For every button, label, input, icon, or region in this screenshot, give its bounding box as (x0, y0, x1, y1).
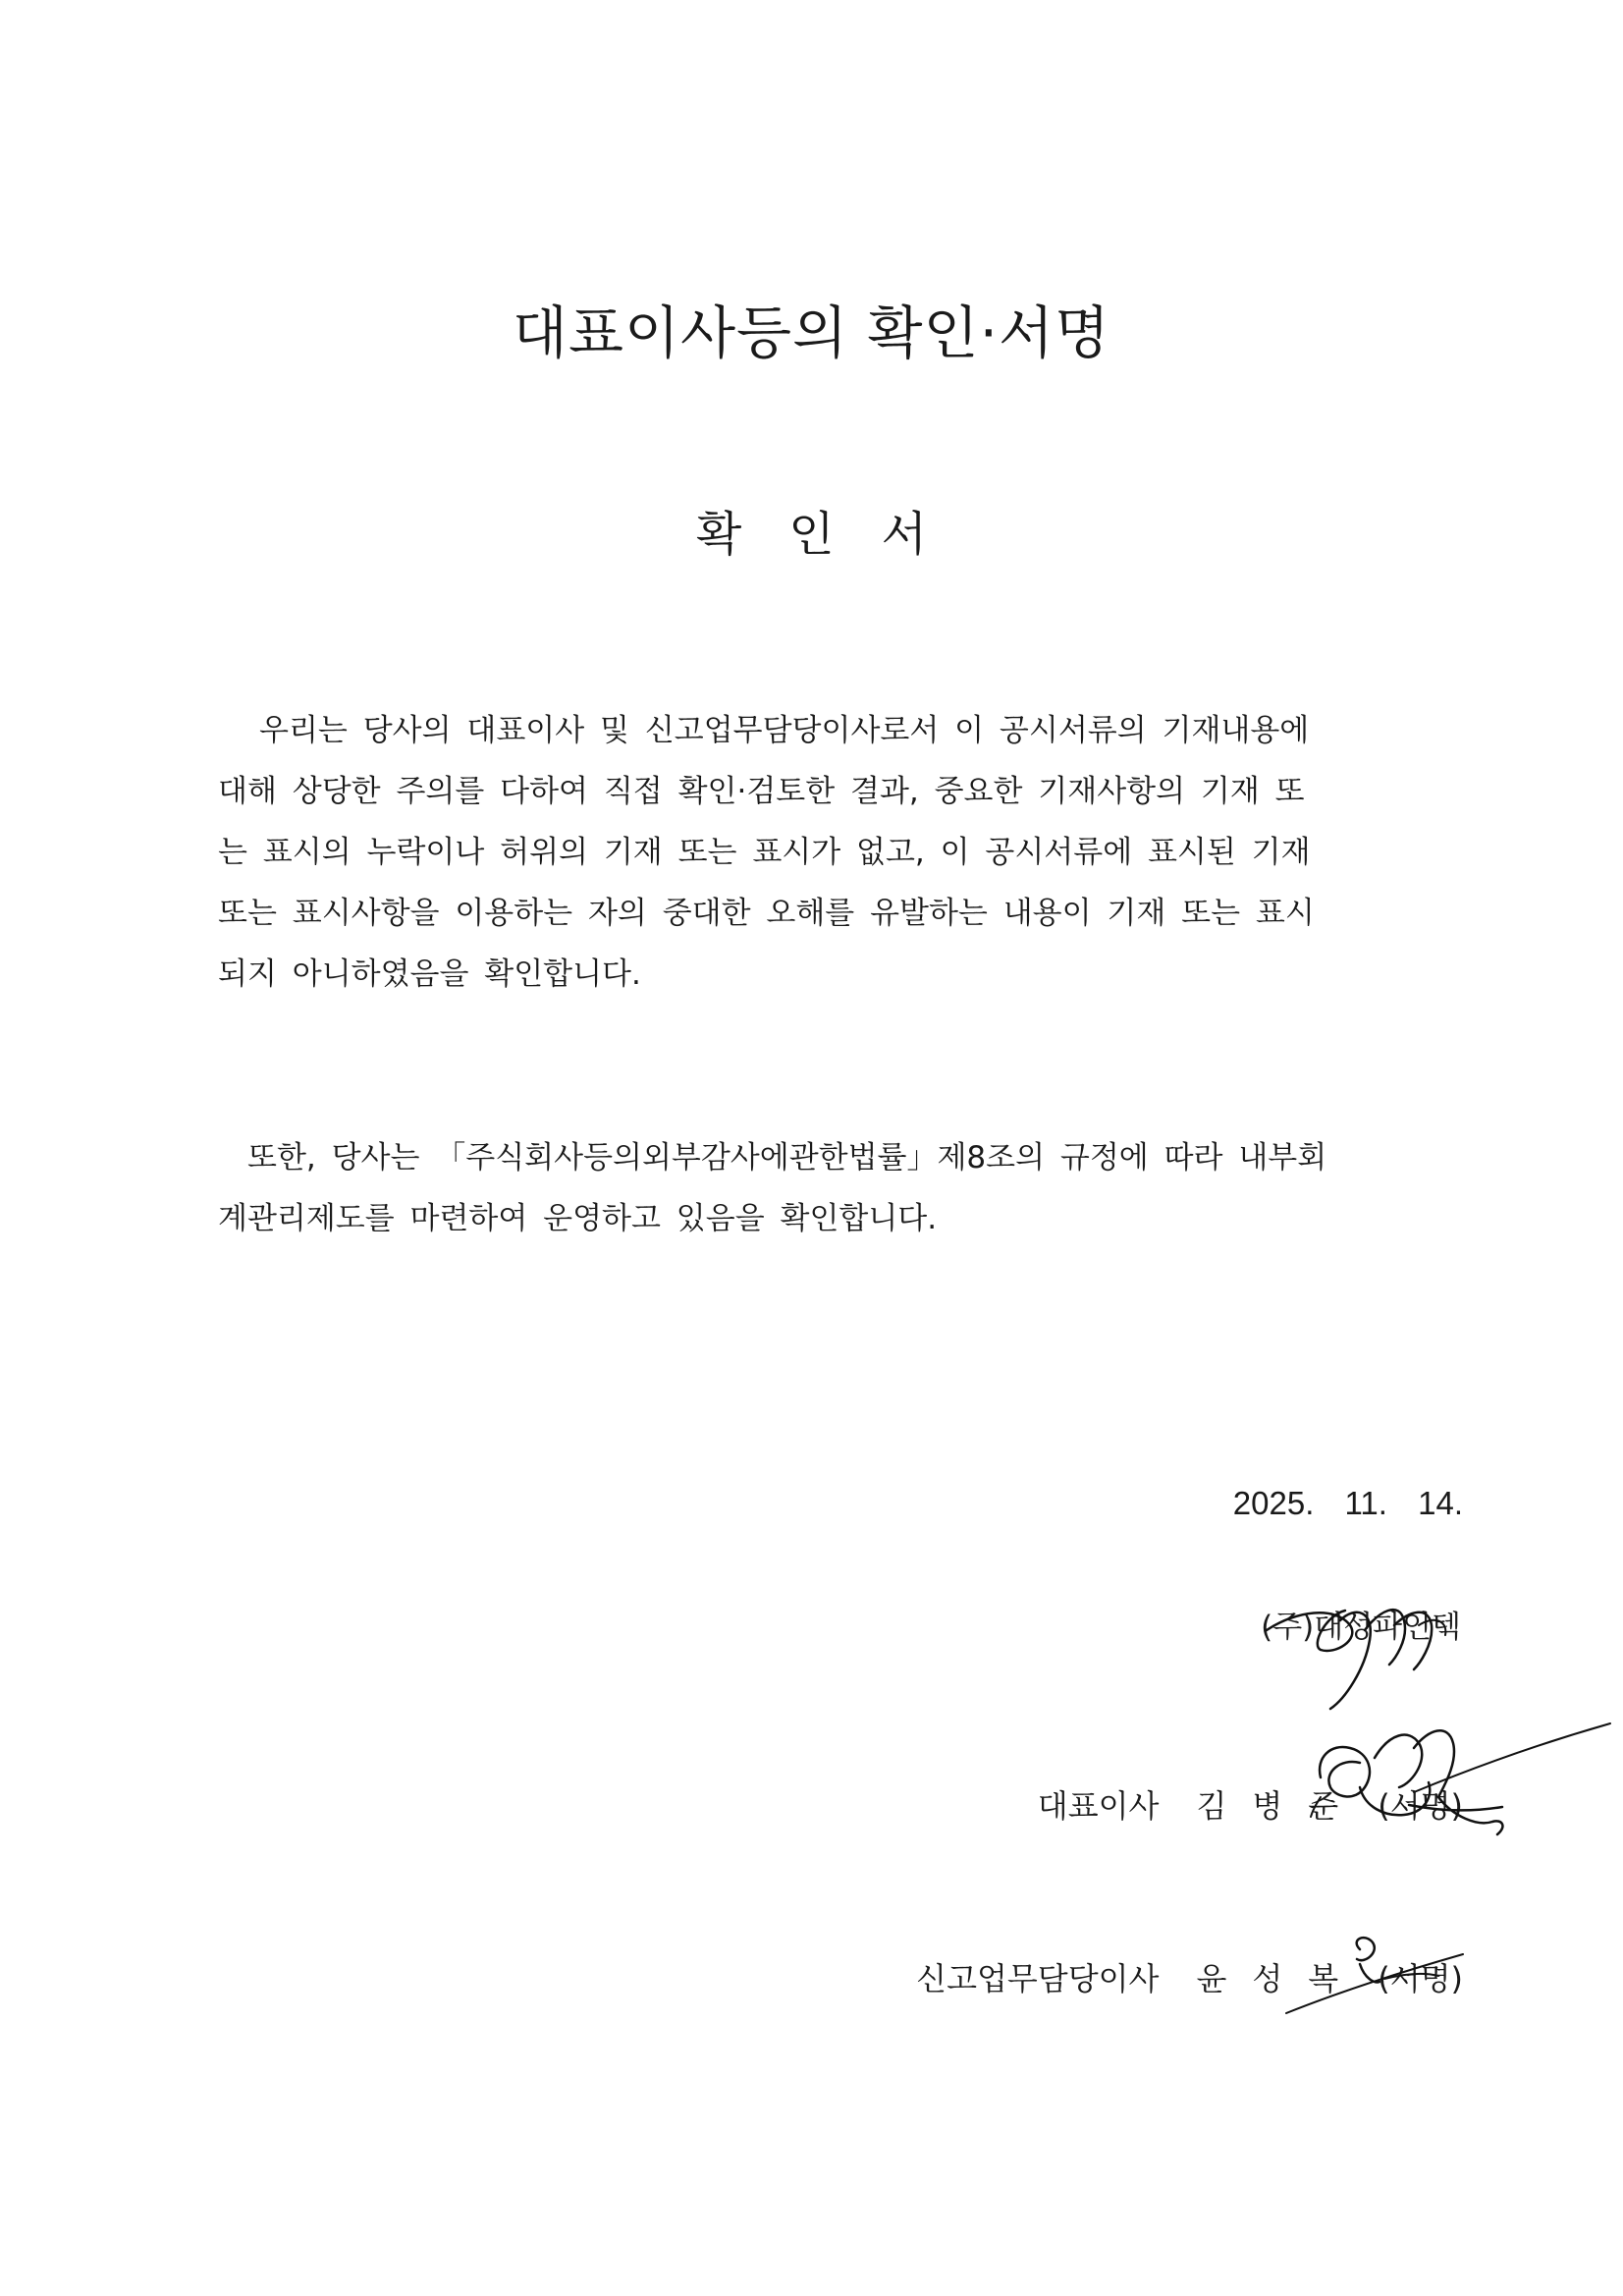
document-date: 2025. 11. 14. (1232, 1485, 1463, 1521)
ceo-signature-line (1038, 1781, 1463, 1827)
paragraph-line: 계관리제도를 마련하여 운영하고 있음을 확인합니다. (218, 1201, 938, 1236)
paragraph-line: 대해 상당한 주의를 다하여 직접 확인·검토한 결과, 중요한 기재사항의 기재 또 (218, 774, 1305, 809)
ceo-name: 김병준 (1196, 1787, 1365, 1825)
officer-signature-mark: (서명) (1378, 1960, 1463, 1997)
disclosure-officer-signature-line (916, 1954, 1463, 1999)
paragraph-line: 되지 아니하였음을 확인합니다. (218, 957, 641, 992)
ceo-signature-mark: (서명) (1378, 1787, 1463, 1825)
internal-control-paragraph (218, 1127, 1455, 1249)
paragraph-line: 우리는 당사의 대표이사 및 신고업무담당이사로서 이 공시서류의 기재내용에 (259, 713, 1310, 748)
paragraph-line: 또한, 당사는 「주식회사등의외부감사에관한법률」제8조의 규정에 따라 내부회 (247, 1140, 1327, 1175)
ceo-role: 대표이사 (1037, 1787, 1160, 1825)
officer-name: 윤성복 (1196, 1960, 1365, 1997)
page-title: 대표이사등의 확인·서명 (512, 300, 1111, 366)
paragraph-line: 는 표시의 누락이나 허위의 기재 또는 표시가 없고, 이 공시서류에 표시된 기재 (218, 835, 1311, 870)
paragraph-line: 또는 표시사항을 이용하는 자의 중대한 오해를 유발하는 내용이 기재 또는 표시 (218, 896, 1315, 931)
officer-role: 신고업무담당이사 (916, 1960, 1160, 1997)
company-name: (주)대성파인텍 (1261, 1610, 1461, 1645)
document-subtitle: 확인서 (695, 507, 975, 562)
confirmation-paragraph (218, 700, 1455, 1005)
